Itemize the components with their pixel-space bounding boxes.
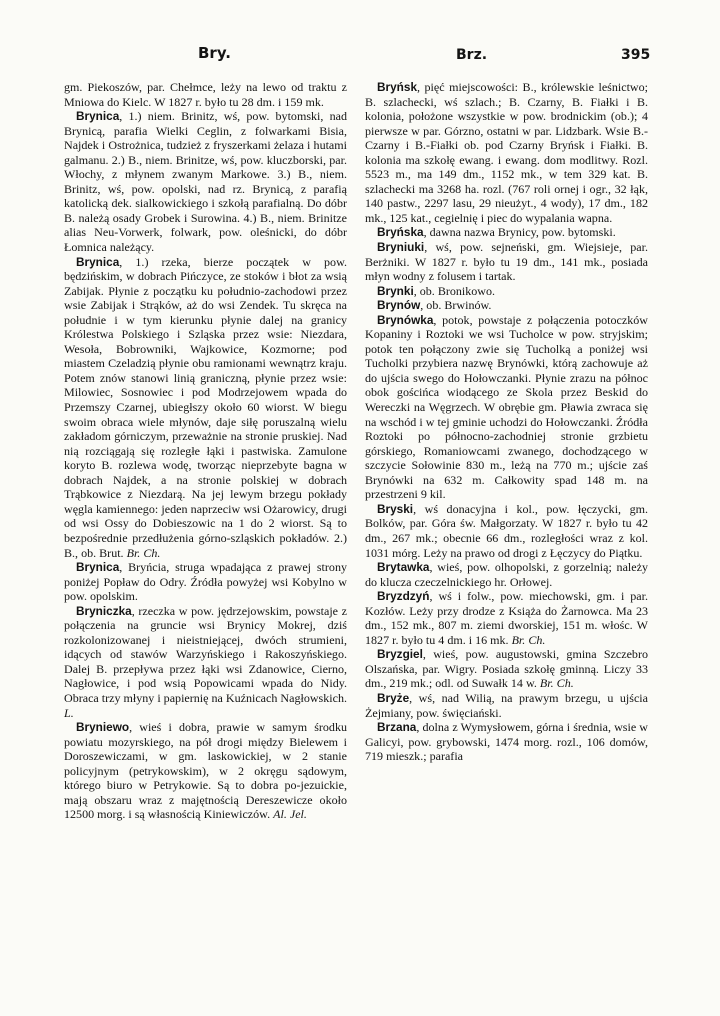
entry-headword: Bryniewo (76, 720, 130, 735)
dictionary-entry (365, 560, 648, 589)
dictionary-entry (365, 589, 648, 647)
author-signature: Br. Ch. (539, 676, 574, 691)
entry-headword: Bryniczka (76, 603, 132, 618)
author-signature: Al. Jel. (273, 807, 307, 822)
dictionary-entry (365, 313, 648, 502)
entry-headword: Brzana (377, 720, 417, 735)
entry-headword: Bryńska (377, 225, 424, 240)
entry-headword: Bryzdzyń (377, 589, 430, 604)
dictionary-entry (64, 560, 347, 604)
entry-text: , 1.) niem. Brinitz, wś, pow. bytomski, nad Brynicą, parafia Wielki Ceglin, z folwarkami Bisia, Najdek i Ostrożnica, tudzież z fryszerkami żelaza i hutami galmanu. 2.) B., niem. Brinitze, wś, pow. kluczborski, par. Włochy, z młynem zwanym Markowe. 3.) B., niem. Brinitz, wś, pow. opolski, nad rz. Brynicą, z parafią katolicką dek. sialkowickiego i szkołą parafialną. Do dóbr B. należą osady Grobek i Surowina. 4.) B., niem. Brinitze alias Neu-Vorwerk, folwark, pow. oleśnicki, do dóbr Łomnica należący. (64, 109, 347, 255)
entry-headword: Brynica (76, 109, 120, 124)
dictionary-entry (64, 604, 347, 720)
dictionary-entry (365, 647, 648, 691)
entry-text: , potok, powstaje z połączenia potoczków Kopaniny i Roztoki we wsi Tucholce w pow. stryjskim; potok ten połączony zwie się Tucholką a poniżej wsi Tucholki przybiera nazwę Brynówki, którą zachowuje aż do ujścia swego do Hołowczanki. Płynie zrazu na północ obok gościńca wiodącego ze Skola przez Beskid do Wereczki na Węgrzech. W obrębie gm. Pławia zwraca się na wschód i w tej gminie uchodzi do Hołowczanki. Źródła Roztoki po północno-zachodniej stronie grzbietu górskiego, Romaniowcami zwanego, dochodzącego w szczycie Sołowinie 830 m., leżą na 770 m.; ujście zaś Brynówki na 632 m. Całkowity spad 148 m. na przestrzeni 9 kil. (365, 312, 648, 502)
entry-text: , wieś, pow. olhopolski, z gorzelnią; należy do klucza czeczelnickiego hr. Orłowej. (365, 560, 648, 589)
page-number: 395 (621, 47, 651, 63)
entry-text: , wieś, pow. augustowski, gmina Szczebro Olszańska, par. Wigry. Posiada szkołę gminną. Liczy 33 dm., 219 mk.; odl. od Suwałk 14 w. (365, 647, 648, 691)
right-column (365, 80, 648, 764)
entry-text: , wś, nad Wilią, na prawym brzegu, u ujścia Żejmiany, pow. święciański. (365, 690, 648, 720)
dictionary-entry (365, 298, 648, 313)
dictionary-entry (365, 502, 648, 560)
entry-headword: Brynówka (377, 312, 434, 327)
dictionary-entry (365, 691, 648, 720)
entry-text: , dolna z Wymysłowem, górna i średnia, wsie w Galicyi, pow. grybowski, 1474 morg. rozl., 106 domów, 719 mieszk.; parafia (365, 720, 648, 764)
author-signature: Br. Ch. (511, 632, 546, 647)
entry-text: , ob. Bronikowo. (413, 283, 496, 298)
dictionary-entry (64, 255, 347, 560)
dictionary-entry (64, 720, 347, 822)
entry-headword: Bryniuki (377, 240, 425, 255)
running-head-left: Bry. (198, 44, 231, 62)
entry-headword: Brynica (76, 560, 120, 575)
dictionary-entry (64, 80, 347, 109)
entry-text: gm. Piekoszów, par. Chełmce, leży na lewo od traktu z Mniowa do Kielc. W 1827 r. było tu 28 dm. i 159 mk. (64, 80, 347, 109)
entry-text: , 1.) rzeka, bierze początek w pow. będzińskim, w dobrach Pińczyce, ze stoków i błot za wsią Zabijak. Płynie z początku ku południo-zachodowi przez wsie Zabijak i Strąków, aż do wsi Zendek. Tu skręca na południe i w tym kierunku płynie dalej na granicy Królestwa Polskiego i Szląska przez wsie: Niezdara, Wesoła, Bobrowniki, Wajkowice, Kozmorne; pod miastem Czeladzią płynie obu ramionami wewnątrz kraju. Potem znów stanowi linią graniczną, płynie przez wsie: Milowiec, Sosnowiec i pod Modrzejowem wpada do Przemszy Czarnej, ubiegłszy około 60 wiorst. W biegu swoim obraca wiele młynów, daje siłę poruszalną wielu zakładom górniczym, przeważnie na stronie pruskiej. Nad nią rozciągają się rozległe łąki i pastwiska. Zamulone koryto B. rozlewa wodę, tworząc nieprzebyte bagna w dobrach Najdek, a na stronie polskiej w dobrach Trąbkowice z Niezdarą. Na jej lewym brzegu pokłady węgla kamiennego: jeden naprzeciw wsi Ożarowicy, drugi od wsi Ossy do Dobieszowic na 1 do 2 wiorst. Są to bezpośrednie przedłużenia górno-szląskich pokładów. 2.) B., ob. Brut. (64, 254, 347, 560)
left-column (64, 80, 347, 822)
dictionary-entry (365, 225, 648, 240)
entry-text: , ob. Brwinów. (420, 298, 492, 313)
entry-text: , wieś i dobra, prawie w samym środku powiatu mozyrskiego, na pół drogi między Bielewem i Doroszewiczami, w gm. laskowickiej, w 2 stanie policyjnym (petrykowskim), w 2 okręgu sądowym, którego biuro w Petrykowie. Są to dobra po-jezuickie, mają obszaru wraz z majętnością Dereszewicze około 12500 morg. i są własnością Kiniewiczów. (64, 720, 347, 822)
entry-headword: Brytawka (377, 560, 430, 575)
dictionary-entry (64, 109, 347, 254)
entry-text: , Bryńcia, struga wpadająca z prawej strony poniżej Popław do Odry. Źródła powyżej wsi Kobylno w pow. opolskim. (64, 560, 347, 604)
author-signature: Br. Ch. (126, 545, 161, 560)
dictionary-entry (365, 80, 648, 225)
author-signature: L. (64, 705, 74, 720)
entry-headword: Brynica (76, 254, 120, 269)
entry-text: , pięć miejscowości: B., królewskie leśnictwo; B. szlachecki, wś szlach.; B. Czarny, B. Fiałki i B. kolonia, położone wszystkie w pow. brodnickim (ob.); 4 pierwsze w par. Górzno, ostatni w par. Lidzbark. Wsie B.-Czarny i B.-Fiałki ob. pod Czarny Bryńsk i Fiałki. B. kolonia ma szkołę ewang. i ewang. dom modlitwy. Rozl. 5523 m., ma 149 dm., 1152 mk., w tem 329 kat. B. szlachecki ma 3268 ha. rozl. (767 roli ornej i ogr., 32 łąk, 140 pastw., 2297 lasu, 29 nieużyt., 4 wody), 17 dm., 182 mk., 125 kat., cegielnię i piec do wypalania wapna. (365, 80, 648, 225)
entry-headword: Bryże (377, 690, 410, 705)
dictionary-entry (365, 284, 648, 299)
dictionary-entry (365, 720, 648, 764)
entry-text: , wś i folw., pow. miechowski, gm. i par. Kozłów. Leży przy drodze z Książa do Żarnowca. Ma 23 dm., 152 mk., 807 m. ziemi dworskiej, 151 m. włośc. W 1827 r. było tu 4 dm. i 16 mk. (365, 589, 648, 647)
entry-text: , wś donacyjna i kol., pow. łęczycki, gm. Bolków, par. Góra św. Małgorzaty. W 1827 r. było tu 42 dm., 267 mk.; obecnie 66 dm., rozległości wraz z kol. 1031 mórg. Leży na prawo od drogi z Łęczycy do Piątku. (365, 501, 648, 560)
entry-headword: Bryski (377, 501, 414, 516)
entry-headword: Bryńsk (377, 80, 417, 94)
running-head-right: Brz. (456, 47, 488, 63)
entry-headword: Brynki (377, 283, 414, 298)
entry-text: , rzeczka w pow. jędrzejowskim, powstaje z połączenia na gruncie wsi Brynicy Mokrej, dziś rozkolonizowanej i nieistniejącej, dwóch strumieni, idących od stawów Warzyńskiego i Rakoszyńskiego. Dalej B. przepływa przez łąki wsi Zdanowice, Cierno, Nagłowice, i pod wsią Popowicami wpada do Nidy. Obraca trzy młyny i papiernię na Kuźnicach Nagłowskich. (64, 603, 347, 705)
dictionary-entry (365, 240, 648, 284)
entry-headword: Bryzgiel (377, 647, 423, 662)
entry-text: , wś, pow. sejneński, gm. Wiejsieje, par. Berżniki. W 1827 r. było tu 19 dm., 141 mk., posiada młyn wodny z folusem i tartak. (365, 240, 648, 284)
entry-headword: Brynów (377, 298, 421, 313)
entry-text: , dawna nazwa Brynicy, pow. bytomski. (423, 225, 616, 240)
